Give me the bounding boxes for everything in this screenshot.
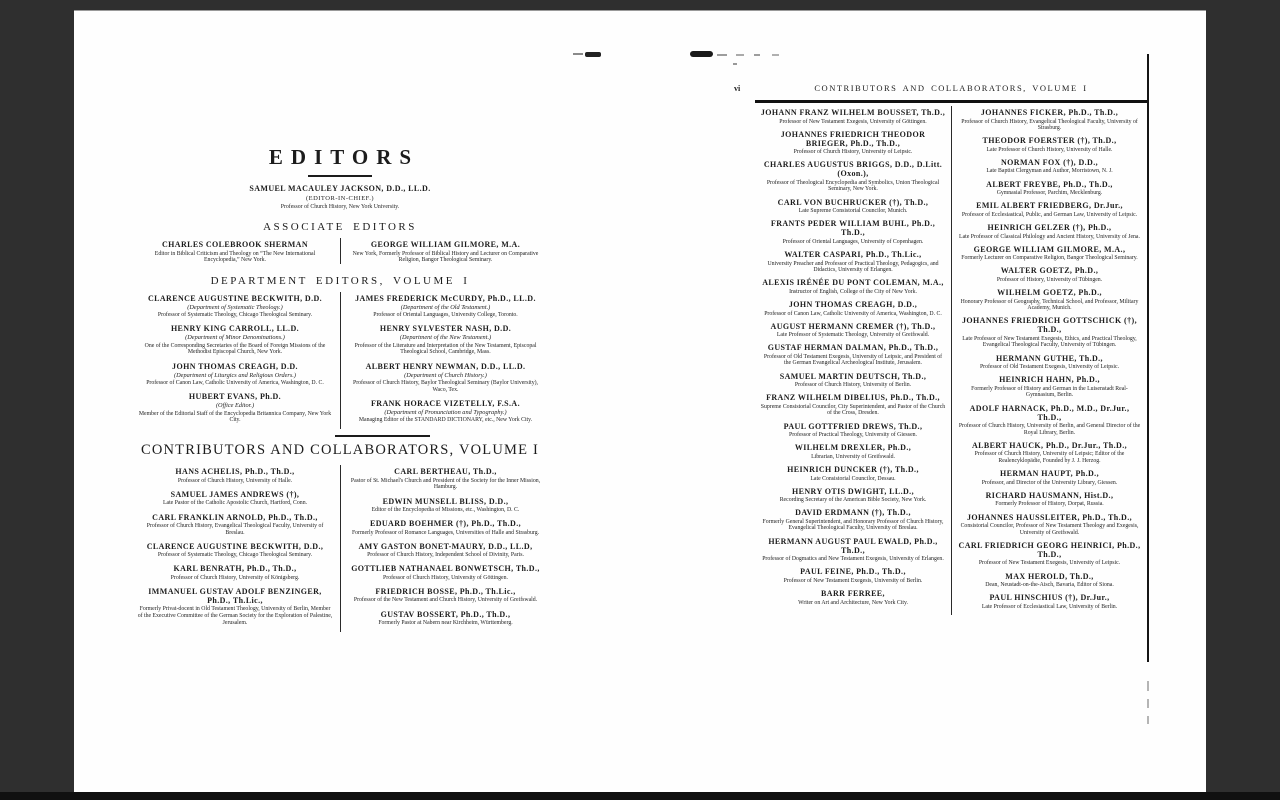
- contributor-name: NORMAN FOX (†), D.D.,: [1000, 157, 1099, 167]
- contributor-entry: [957, 158, 1142, 175]
- contributor-affiliation: Formerly Professor of History, Dorpat, Russia.: [995, 501, 1104, 508]
- contributor-entry: [137, 490, 333, 507]
- contributor-affiliation: Librarian, University of Greifswald.: [811, 453, 895, 460]
- contributor-name: HERMANN AUGUST PAUL EWALD, Ph.D., Th.D.,: [768, 536, 938, 555]
- contributor-name: HERMAN HAUPT, Ph.D.,: [1000, 469, 1099, 479]
- editor-in-chief-block: [130, 184, 550, 210]
- contributor-name: PAUL FEINE, Ph.D., Th.D.,: [800, 567, 906, 577]
- contributor-affiliation: Professor of Systematic Theology, Chicago Theological Seminary.: [157, 552, 313, 559]
- department-editor-name: JAMES FREDERICK McCURDY, Ph.D., LL.D.: [355, 293, 536, 303]
- contributor-name: SAMUEL JAMES ANDREWS (†),: [170, 489, 300, 499]
- contributor-name: ALEXIS IRÉNÉE DU PONT COLEMAN, M.A.,: [762, 278, 944, 288]
- contributor-affiliation: Dean, Neustadt-on-the-Aisch, Bavaria, Editor of Siona.: [985, 582, 1114, 589]
- contributor-name: JOHANNES FICKER, Ph.D., Th.D.,: [980, 108, 1119, 117]
- viewer-bottom-bar: [0, 792, 1280, 800]
- department-editor-name: HENRY KING CARROLL, LL.D.: [170, 324, 300, 334]
- contributor-affiliation: Professor of Church History, University of Halle.: [177, 477, 293, 484]
- department-editors-columns: [130, 292, 550, 430]
- contributor-name: THEODOR FOERSTER (†), Th.D.,: [982, 136, 1117, 146]
- page-number: vi: [734, 84, 741, 93]
- contributor-affiliation: Late Consistorial Councilor, Dessau.: [810, 475, 896, 482]
- contributor-name: EDUARD BOEHMER (†), Ph.D., Th.D.,: [369, 519, 522, 529]
- contributors-left-column: [130, 465, 340, 632]
- department-editors-right-column: [340, 292, 550, 430]
- contributor-entry: [760, 343, 946, 367]
- contributor-entry: [957, 513, 1142, 537]
- contributor-entry: [760, 160, 946, 193]
- contributor-name: AMY GASTON BONET-MAURY, D.D., LL.D,: [358, 541, 533, 551]
- contributor-entry: [760, 322, 946, 339]
- department-editor-name: ALBERT HENRY NEWMAN, D.D., LL.D.: [365, 361, 526, 371]
- department-editor-entry: [137, 324, 333, 356]
- contributor-affiliation: Formerly Professor of Romance Languages, Universities of Halle and Strasburg.: [351, 529, 540, 536]
- editor-in-chief-name: SAMUEL MACAULEY JACKSON, D.D., LL.D.: [249, 184, 431, 193]
- contributor-affiliation: Supreme Consistorial Councilor, City Superintendent, and Pastor of the Church of the Cross, Dresden.: [760, 403, 946, 417]
- scan-artifact: [754, 54, 760, 56]
- contributor-affiliation: Professor of Canon Law, Catholic University of America, Washington, D. C.: [764, 310, 942, 317]
- scan-artifact: [1147, 681, 1149, 691]
- associate-editors-heading: ASSOCIATE EDITORS: [263, 221, 417, 234]
- scan-artifact: [690, 51, 713, 57]
- contributor-name: JOHN THOMAS CREAGH, D.D.,: [788, 300, 918, 309]
- contributor-entry: [760, 443, 946, 460]
- contributor-name: WALTER CASPARI, Ph.D., Th.Lic.,: [784, 250, 922, 260]
- contributor-entry: [760, 393, 946, 417]
- contributor-affiliation: Formerly Lecturer on Comparative Religion, Bangor Theological Seminary.: [961, 255, 1138, 262]
- contributor-affiliation: Late Professor of Church History, University of Halle.: [986, 146, 1113, 153]
- department-editor-department: (Department of the New Testament.): [399, 334, 492, 342]
- contributor-affiliation: Professor of Old Testament Exegesis, University of Leipsic, and President of the German Evangelical Archeological Institute, Jerusalem.: [763, 353, 943, 367]
- contributor-affiliation: Writer on Art and Architecture, New York City.: [798, 599, 908, 606]
- contributor-name: GEORGE WILLIAM GILMORE, M.A.,: [973, 244, 1126, 254]
- contributor-name: FRIEDRICH BOSSE, Ph.D., Th.Lic.,: [375, 586, 516, 596]
- contributor-entry: [348, 519, 543, 536]
- right-page-column-1: [755, 106, 951, 615]
- contributor-entry: [760, 487, 946, 504]
- department-editor-affiliation: Managing Editor of the STANDARD DICTIONARY, etc., New York City.: [358, 417, 533, 424]
- associate-editor-affiliation: New York, Formerly Professor of Biblical History and Lecturer on Comparative Religion, Bangor Theological Seminary.: [352, 250, 539, 264]
- contributor-entry: [957, 201, 1142, 218]
- scan-artifact: [772, 54, 779, 56]
- contributor-name: HEINRICH GELZER (†), Ph.D.,: [987, 223, 1112, 233]
- contributor-affiliation: Professor of Old Testament Exegesis, University of Leipsic.: [979, 364, 1120, 371]
- department-editor-entry: [137, 294, 333, 319]
- contributor-affiliation: Gymnasial Professor, Parchim, Mecklenburg.: [996, 190, 1103, 197]
- contributor-affiliation: Formerly Privat-docent in Old Testament Theology, University of Berlin, Member of the Executive Committee of the German Society for the Exploration of Palestine, Jerusalem.: [137, 606, 333, 626]
- running-header-rule: [755, 100, 1147, 103]
- contributor-entry: [760, 198, 946, 215]
- contributor-name: CARL BERTHEAU, Th.D.,: [394, 467, 497, 477]
- contributor-entry: [760, 300, 946, 317]
- contributors-columns: [130, 465, 550, 632]
- contributor-name: SAMUEL MARTIN DEUTSCH, Th.D.,: [779, 371, 927, 381]
- contributor-affiliation: Late Baptist Clergyman and Author, Morristown, N. J.: [986, 168, 1113, 175]
- contributor-entry: [957, 541, 1142, 567]
- contributor-affiliation: Professor of Church History, University of Königsberg.: [170, 574, 300, 581]
- scan-artifact: [573, 53, 583, 55]
- contributor-name: EDWIN MUNSELL BLISS, D.D.,: [382, 496, 509, 506]
- department-editor-department: (Office Editor.): [215, 402, 255, 410]
- contributor-affiliation: Professor of Oriental Languages, University of Copenhagen.: [782, 238, 924, 245]
- contributor-name: ADOLF HARNACK, Ph.D., M.D., Dr.Jur., Th.D.,: [969, 403, 1130, 422]
- contributor-affiliation: Instructor of English, College of the City of New York.: [789, 288, 917, 295]
- associate-editor-affiliation: Editor in Biblical Criticism and Theology on “The New International Encyclopedia,” New York.: [154, 250, 316, 264]
- contributor-name: ALBERT HAUCK, Ph.D., Dr.Jur., Th.D.,: [971, 440, 1128, 450]
- department-editor-name: JOHN THOMAS CREAGH, D.D.: [172, 361, 298, 371]
- department-editor-entry: [137, 392, 333, 424]
- scan-artifact: [1147, 716, 1149, 724]
- contributor-affiliation: Formerly Pastor at Nabern near Kirchheim, Württemberg.: [378, 620, 513, 626]
- contributor-entry: [137, 513, 333, 537]
- contributor-entry: [957, 136, 1142, 153]
- contributor-entry: [348, 542, 543, 559]
- contributor-name: JOHANNES FRIEDRICH GOTTSCHICK (†), Th.D.,: [962, 316, 1137, 335]
- department-editor-affiliation: Professor of Canon Law, Catholic University of America, Washington, D. C.: [146, 380, 324, 387]
- contributor-name: AUGUST HERMANN CREMER (†), Th.D.,: [770, 321, 936, 331]
- running-header: CONTRIBUTORS AND COLLABORATORS, VOLUME I: [814, 83, 1088, 93]
- contributor-affiliation: Professor of Dogmatics and New Testament Exegesis, University of Erlangen.: [762, 556, 944, 563]
- contributor-affiliation: Late Professor of Systematic Theology, University of Greifswald.: [776, 332, 930, 339]
- contributor-affiliation: Late Professor of New Testament Exegesis, Ethics, and Practical Theology, Evangelical Theological Faculty, University of Tübingen.: [962, 335, 1137, 349]
- contributor-entry: [760, 508, 946, 532]
- contributor-entry: [760, 465, 946, 482]
- department-editor-department: (Department of Minor Denominations.): [185, 334, 285, 342]
- contributor-name: GOTTLIEB NATHANAEL BONWETSCH, Th.D.,: [351, 564, 540, 574]
- contributor-name: CARL FRANKLIN ARNOLD, Ph.D., Th.D.,: [152, 512, 318, 522]
- contributor-entry: [957, 288, 1142, 312]
- contributor-affiliation: Formerly General Superintendent, and Honorary Professor of Church History, Evangelical Theological Faculty, University of Breslau.: [762, 518, 944, 532]
- contributor-entry: [957, 375, 1142, 399]
- contributor-entry: [137, 587, 333, 626]
- contributor-affiliation: Professor of Church History, University of Berlin.: [794, 382, 912, 389]
- contributor-name: EMIL ALBERT FRIEDBERG, Dr.Jur.,: [976, 201, 1123, 211]
- left-page: [130, 145, 550, 632]
- contributor-affiliation: Professor of Church History, Evangelical Theological Faculty, University of Strasburg.: [961, 118, 1138, 132]
- contributor-entry: [760, 219, 946, 245]
- contributor-entry: [137, 542, 333, 559]
- contributor-entry: [957, 404, 1142, 437]
- contributor-affiliation: Professor of Church History, Evangelical Theological Faculty, University of Breslau.: [146, 523, 324, 536]
- contributor-affiliation: Honorary Professor of Geography, Technical School, and Professor, Military Academy, Munich.: [960, 298, 1139, 312]
- contributor-name: CARL FRIEDRICH GEORG HEINRICI, Ph.D., Th.D.,: [958, 540, 1141, 559]
- department-editor-entry: [137, 362, 333, 387]
- contributor-entry: [348, 497, 543, 514]
- contributor-affiliation: Late Supreme Consistorial Councilor, Munich.: [798, 208, 908, 215]
- contributor-affiliation: Professor of Church History, University of Berlin, and General Director of the Royal Library, Berlin.: [958, 423, 1141, 436]
- contributor-affiliation: Professor of Church History, Independent School of Divinity, Paris.: [367, 552, 524, 559]
- contributor-entry: [957, 572, 1142, 589]
- contributor-name: CHARLES AUGUSTUS BRIGGS, D.D., D.Litt. (Oxon.),: [763, 160, 943, 179]
- department-editor-affiliation: Professor of Systematic Theology, Chicago Theological Seminary.: [157, 312, 313, 319]
- contributor-entry: [957, 469, 1142, 486]
- associate-editor-name: CHARLES COLEBROOK SHERMAN: [161, 240, 309, 250]
- right-page-columns: [755, 106, 1147, 615]
- editors-title: EDITORS: [268, 145, 420, 169]
- contributor-name: HENRY OTIS DWIGHT, LL.D.,: [792, 486, 914, 496]
- department-editor-affiliation: Member of the Editorial Staff of the Encyclopedia Britannica Company, New York City.: [138, 410, 332, 424]
- contributor-name: HEINRICH DUNCKER (†), Th.D.,: [787, 465, 919, 474]
- department-editor-department: (Department of Church History.): [404, 371, 487, 379]
- contributor-name: FRANZ WILHELM DIBELIUS, Ph.D., Th.D.,: [766, 393, 940, 403]
- contributor-affiliation: Recording Secretary of the American Bible Society, New York.: [779, 497, 927, 504]
- contributor-affiliation: Professor of History, University of Tübingen.: [996, 276, 1103, 283]
- contributor-entry: [957, 354, 1142, 371]
- contributor-name: GUSTAF HERMAN DALMAN, Ph.D., Th.D.,: [767, 343, 939, 353]
- contributor-entry: [957, 441, 1142, 465]
- contributor-affiliation: Professor of Church History, University of Leipsic.: [793, 149, 913, 156]
- contributor-name: CLARENCE AUGUSTINE BECKWITH, D.D.,: [146, 541, 324, 551]
- contributor-name: DAVID ERDMANN (†), Th.D.,: [795, 508, 911, 518]
- contributor-name: WALTER GOETZ, Ph.D.,: [1000, 266, 1099, 276]
- department-editors-left-column: [130, 292, 340, 430]
- contributor-affiliation: Professor of New Testament Exegesis, University of Göttingen.: [779, 118, 927, 125]
- contributor-entry: [760, 567, 946, 584]
- contributor-name: IMMANUEL GUSTAV ADOLF BENZINGER, Ph.D., Th.Lic.,: [148, 586, 322, 605]
- contributor-entry: [348, 564, 543, 581]
- department-editor-entry: [348, 362, 543, 394]
- contributor-name: FRANTS PEDER WILLIAM BUHL, Ph.D., Th.D.,: [770, 219, 936, 238]
- contributor-affiliation: Late Professor of Ecclesiastical Law, University of Berlin.: [981, 603, 1118, 610]
- editor-in-chief-role: (EDITOR-IN-CHIEF.): [305, 195, 375, 202]
- contributor-affiliation: Consistorial Councilor, Professor of New Testament Theology and Exegesis, University of Greifswald.: [960, 523, 1139, 536]
- contributor-name: MAX HEROLD, Th.D.,: [1005, 571, 1094, 581]
- contributor-name: HANS ACHELIS, Ph.D., Th.D.,: [175, 467, 295, 477]
- scan-artifact: [585, 52, 601, 57]
- contributor-name: CARL VON BUCHRUCKER (†), Th.D.,: [777, 197, 929, 207]
- contributor-affiliation: Professor of Church History, University of Leipsic; Editor of the Realencyklopädie, Founded by J. J. Herzog.: [974, 451, 1125, 464]
- department-editor-entry: [348, 399, 543, 424]
- contributor-entry: [957, 180, 1142, 197]
- contributor-entry: [137, 564, 333, 581]
- contributor-name: WILHELM GOETZ, Ph.D.,: [997, 288, 1102, 298]
- associate-editor-name: GEORGE WILLIAM GILMORE, M.A.: [370, 240, 521, 250]
- contributor-affiliation: Professor of Church History, University of Göttingen.: [383, 574, 508, 581]
- contributor-name: ALBERT FREYBE, Ph.D., Th.D.,: [986, 179, 1113, 189]
- contributor-affiliation: Professor of Practical Theology, University of Giessen.: [789, 432, 917, 439]
- contributor-name: KARL BENRATH, Ph.D., Th.D.,: [173, 564, 297, 574]
- title-rule: [308, 175, 372, 177]
- department-editor-entry: [348, 294, 543, 319]
- department-editor-name: HUBERT EVANS, Ph.D.: [188, 392, 282, 402]
- contributor-affiliation: Late Pastor of the Catholic Apostolic Church, Hartford, Conn.: [162, 500, 308, 507]
- contributor-entry: [760, 278, 946, 295]
- contributor-name: BARR FERREE,: [821, 589, 885, 599]
- contributor-entry: [760, 589, 946, 606]
- page-edge-scan-line: [1147, 54, 1149, 662]
- contributor-entry: [957, 491, 1142, 508]
- contributor-entry: [348, 587, 543, 604]
- contributor-affiliation: University Preacher and Professor of Practical Theology, Pedagogics, and Didactics, University of Erlangen.: [767, 260, 939, 274]
- contributor-affiliation: Professor of Theological Encyclopedia and Symbolics, Union Theological Seminary, New York.: [766, 179, 940, 193]
- contributor-entry: [760, 422, 946, 439]
- editor-in-chief-affiliation: Professor of Church History, New York University.: [280, 203, 400, 210]
- contributor-affiliation: Late Professor of Classical Philology and Ancient History, University of Jena.: [959, 233, 1140, 240]
- contributor-entry: [957, 245, 1142, 262]
- associate-editor-entry: [130, 238, 340, 264]
- book-scan-spread: [74, 10, 1206, 792]
- contributor-entry: [760, 130, 946, 156]
- contributors-right-column: [340, 465, 550, 632]
- contributor-name: GUSTAV BOSSERT, Ph.D., Th.D.,: [380, 609, 511, 619]
- department-editor-department: (Department of Liturgics and Religious Orders.): [174, 371, 296, 379]
- scan-artifact: [717, 54, 727, 56]
- contributor-entry: [760, 537, 946, 563]
- department-editor-affiliation: Professor of Church History, Baylor Theological Seminary (Baylor University), Waco, Tex.: [353, 380, 538, 393]
- department-editor-department: (Department of the Old Testament.): [400, 303, 491, 311]
- contributor-affiliation: Formerly Professor of History and German in the Luisenstadt Real-Gymnasium, Berlin.: [971, 385, 1128, 399]
- scan-artifact: [736, 54, 744, 56]
- contributor-affiliation: Professor of New Testament Exegesis, University of Berlin.: [783, 577, 923, 584]
- section-divider-rule: [335, 435, 430, 437]
- contributor-affiliation: Professor of New Testament Exegesis, University of Leipsic.: [978, 560, 1121, 567]
- department-editor-name: CLARENCE AUGUSTINE BECKWITH, D.D.: [147, 293, 323, 303]
- department-editors-heading: DEPARTMENT EDITORS, VOLUME I: [210, 274, 470, 287]
- department-editor-affiliation: One of the Corresponding Secretaries of the Board of Foreign Missions of the Methodist Episcopal Church, New York.: [144, 342, 326, 356]
- contributor-name: WILHELM DREXLER, Ph.D.,: [794, 443, 912, 453]
- associate-editors-columns: [130, 238, 550, 264]
- contributor-entry: [957, 316, 1142, 349]
- contributor-name: PAUL HINSCHIUS (†), Dr.Jur.,: [989, 593, 1110, 603]
- associate-editor-entry: [340, 238, 550, 264]
- contributor-entry: [348, 610, 543, 627]
- contributor-affiliation: Professor of Ecclesiastical, Public, and German Law, University of Leipsic.: [961, 211, 1138, 218]
- contributor-name: JOHANNES HAUSSLEITER, Ph.D., Th.D.,: [966, 512, 1132, 522]
- department-editor-affiliation: Professor of the Literature and Interpretation of the New Testament, Episcopal Theological School, Cambridge, Mass.: [354, 342, 537, 356]
- department-editor-affiliation: Professor of Oriental Languages, University College, Toronto.: [373, 312, 518, 319]
- department-editor-department: (Department of Pronunciation and Typography.): [384, 408, 507, 416]
- contributor-name: RICHARD HAUSMANN, Hist.D.,: [985, 490, 1114, 500]
- contributor-affiliation: Pastor of St. Michael's Church and President of the Society for the Inner Mission, Hamburg.: [350, 477, 541, 491]
- right-page-column-2: [951, 106, 1147, 615]
- contributor-affiliation: Professor of the New Testament and Church History, University of Greifswald.: [353, 597, 538, 604]
- contributor-affiliation: Professor, and Director of the University Library, Giessen.: [981, 479, 1118, 486]
- contributor-entry: [957, 108, 1142, 132]
- contributor-entry: [137, 467, 333, 484]
- department-editor-department: (Department of Systematic Theology.): [187, 303, 283, 311]
- contributor-entry: [760, 108, 946, 125]
- contributor-entry: [348, 467, 543, 491]
- contributors-heading: CONTRIBUTORS AND COLLABORATORS, VOLUME I: [140, 442, 540, 459]
- department-editor-name: HENRY SYLVESTER NASH, D.D.: [379, 324, 512, 334]
- contributor-entry: [760, 250, 946, 274]
- contributor-entry: [957, 223, 1142, 240]
- contributor-name: PAUL GOTTFRIED DREWS, Th.D.,: [783, 421, 923, 431]
- department-editor-name: FRANK HORACE VIZETELLY, F.S.A.: [370, 398, 520, 408]
- department-editor-entry: [348, 324, 543, 356]
- contributor-name: HEINRICH HAHN, Ph.D.,: [999, 375, 1100, 385]
- contributor-entry: [760, 372, 946, 389]
- contributor-name: JOHANN FRANZ WILHELM BOUSSET, Th.D.,: [760, 108, 946, 117]
- contributor-entry: [957, 266, 1142, 283]
- contributor-entry: [957, 593, 1142, 610]
- contributor-affiliation: Editor of the Encyclopedia of Missions, etc., Washington, D. C.: [371, 507, 520, 514]
- scan-artifact: [1147, 699, 1149, 708]
- contributor-name: HERMANN GUTHE, Th.D.,: [996, 353, 1103, 363]
- contributor-name: JOHANNES FRIEDRICH THEODOR BRIEGER, Ph.D., Th.D.,: [780, 129, 926, 148]
- scan-artifact: [733, 63, 737, 65]
